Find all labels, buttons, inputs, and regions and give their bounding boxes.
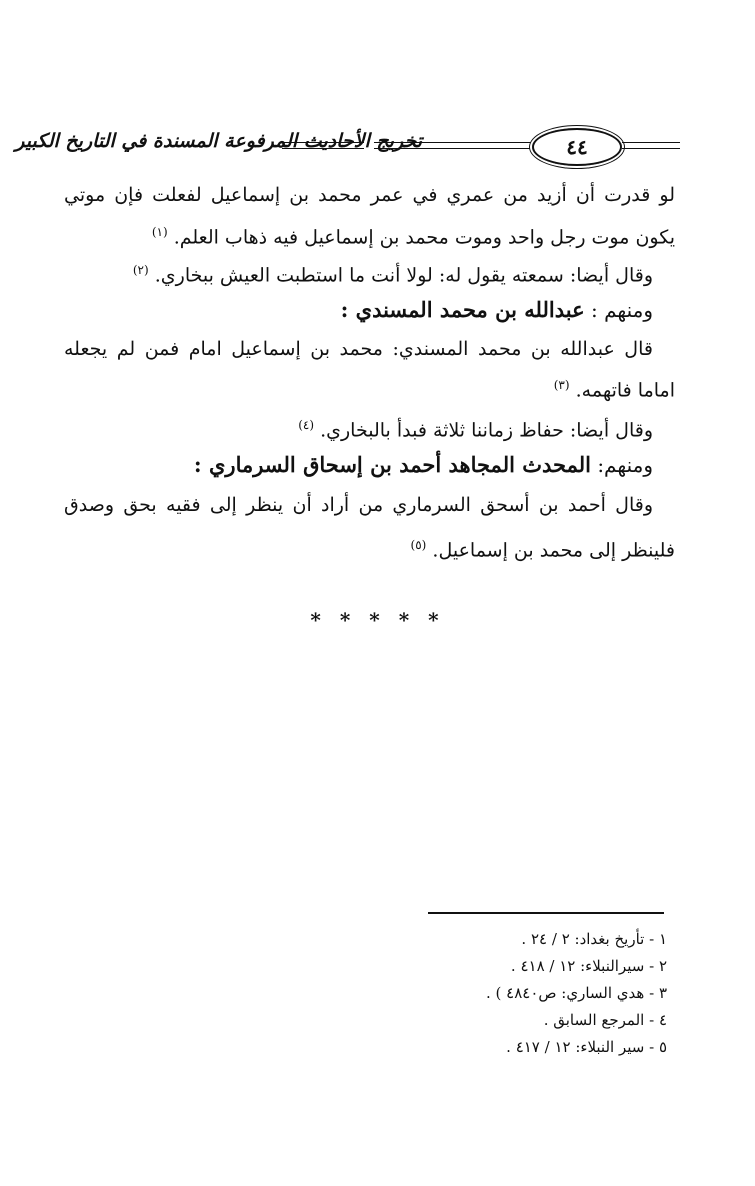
footnote-ref-1: (١) <box>151 225 168 239</box>
text-line-8: فلينظر إلى محمد بن إسماعيل. $^{(٥)}$ <box>410 538 675 562</box>
header-title: تخريج الأحاديث المرفوعة المسندة في التاريخ الكبير <box>15 130 422 152</box>
section-separator: * * * * * <box>310 608 445 632</box>
footnote-1: ١ - تأريخ بغداد: ٢ / ٢٤ . <box>521 930 667 948</box>
footnote-2: ٢ - سيرالنبلاء: ١٢ / ٤١٨ . <box>510 957 667 975</box>
section-heading-2 <box>194 448 653 482</box>
footnote-3: ٣ - هدي الساري: ص٤٨٤٠ ) . <box>486 984 667 1002</box>
heading-2-prefix: ومنهم: <box>597 453 653 477</box>
section-heading-1 <box>341 293 653 327</box>
text-line-2: يكون موت رجل واحد وموت محمد بن إسماعيل فيه ذهاب العلم. $^{(١)}$ <box>151 225 675 249</box>
text-line-1: لو قدرت أن أزيد من عمري في عمر محمد بن إسماعيل لفعلت فإن موتي <box>64 184 675 206</box>
header-rule-middle <box>374 142 532 143</box>
header-rule-right-thin <box>622 148 680 149</box>
footnote-rule <box>428 912 664 914</box>
heading-1-name: عبدالله بن محمد المسندي : <box>340 297 585 322</box>
heading-1-prefix: ومنهم : <box>590 298 653 322</box>
heading-2-name: المحدث المجاهد أحمد بن إسحاق السرماري : <box>193 452 591 477</box>
text-line-4: قال عبدالله بن محمد المسندي: محمد بن إسماعيل امام فمن لم يجعله <box>64 338 653 360</box>
footnote-ref-3: (٣) <box>553 378 570 392</box>
footnote-ref-4: (٤) <box>298 418 315 432</box>
footnote-5: ٥ - سير النبلاء: ١٢ / ٤١٧ . <box>506 1038 667 1056</box>
running-header <box>15 124 680 168</box>
footnote-ref-2: (٢) <box>132 263 149 277</box>
text-line-5: اماما فاتهمه. $^{(٣)}$ <box>553 378 675 402</box>
footnote-4: ٤ - المرجع السابق . <box>543 1011 667 1029</box>
page-number: ٤٤ <box>566 135 588 159</box>
page-number-badge <box>532 128 622 166</box>
footnotes <box>486 926 667 1061</box>
text-line-6: وقال أيضا: حفاظ زماننا ثلاثة فبدأ بالبخاري. $^{(٤)}$ <box>298 418 653 442</box>
text-line-3: وقال أيضا: سمعته يقول له: لولا أنت ما استطبت العيش ببخاري. $^{(٢)}$ <box>132 263 653 287</box>
text-line-7: وقال أحمد بن أسحق السرماري من أراد أن ينظر إلى فقيه بحق وصدق <box>64 494 653 516</box>
header-rule-right <box>622 142 680 143</box>
footnote-ref-5: (٥) <box>410 538 427 552</box>
header-rule-middle-thin <box>374 148 532 149</box>
